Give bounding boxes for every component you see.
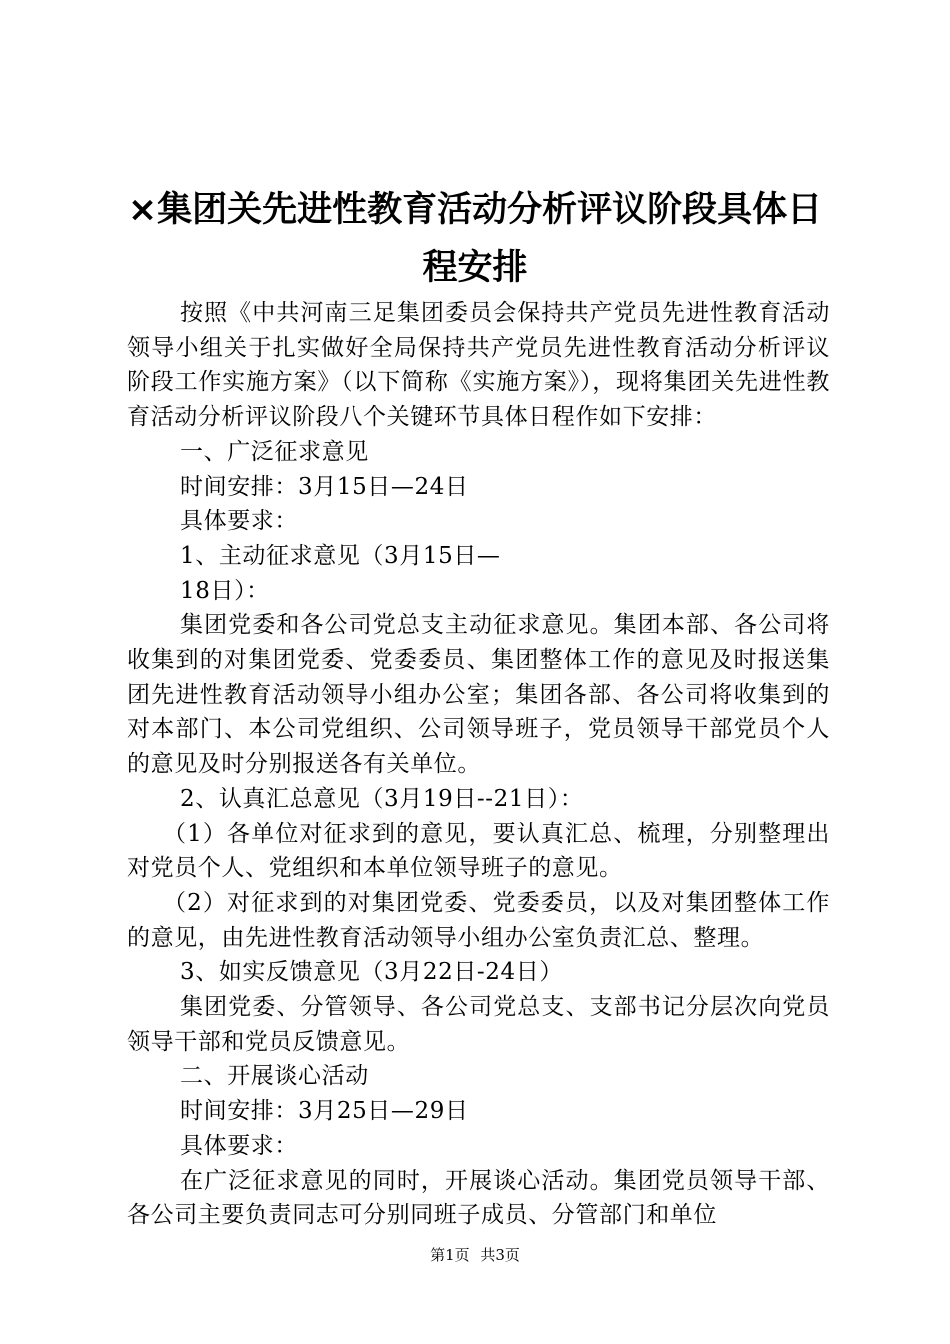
sub-item-2: （2）对征求到的对集团党委、党委委员，以及对集团整体工作的意见，由先进性教育活动领导小组办公室负责汇总、整理。 — [127, 889, 830, 951]
schedule-line-1: 时间安排：3月15日—24日 — [180, 473, 469, 500]
document-title-line-1: ×集团关先进性教育活动分析评议阶段具体日 — [127, 190, 823, 230]
item-heading-3: 3、如实反馈意见（3月22日-24日） — [180, 959, 563, 986]
requirements-label-1: 具体要求： — [180, 508, 298, 535]
section-heading-2: 二、开展谈心活动 — [180, 1063, 369, 1090]
item-heading-2: 2、认真汇总意见（3月19日--21日）： — [180, 785, 584, 812]
document-body — [127, 296, 830, 1233]
page-total: 共3页 — [480, 1246, 520, 1264]
body-paragraph: 集团党委、分管领导、各公司党总支、支部书记分层次向党员领导干部和党员反馈意见。 — [127, 994, 830, 1055]
requirements-label-2: 具体要求： — [180, 1132, 298, 1159]
body-paragraph: 集团党委和各公司党总支主动征求意见。集团本部、各公司将收集到的对集团党委、党委委员、集团整体工作的意见及时报送集团先进性教育活动领导小组办公室；集团各部、各公司将收集到的对本部门、本公司党组织、公司领导班子，党员领导干部党员个人的意见及时分别报送各有关单位。 — [127, 612, 830, 778]
intro-paragraph: 按照《中共河南三足集团委员会保持共产党员先进性教育活动领导小组关于扎实做好全局保持共产党员先进性教育活动分析评议阶段工作实施方案》（以下简称《实施方案》），现将集团关先进性教育活动分析评议阶段八个关键环节具体日程作如下安排： — [127, 300, 830, 431]
item-heading-1-continued: 18日）： — [180, 577, 270, 604]
section-heading-1: 一、广泛征求意见 — [180, 438, 369, 465]
sub-item-1: （1）各单位对征求到的意见，要认真汇总、梳理，分别整理出对党员个人、党组织和本单位领导班子的意见。 — [127, 820, 830, 882]
schedule-line-2: 时间安排：3月25日—29日 — [180, 1098, 469, 1125]
item-heading-1: 1、主动征求意见（3月15日— — [180, 542, 501, 569]
page-number: 第1页 — [430, 1246, 470, 1264]
body-paragraph: 在广泛征求意见的同时，开展谈心活动。集团党员领导干部、各公司主要负责同志可分别同班子成员、分管部门和单位 — [127, 1167, 830, 1229]
document-title-line-2: 程安排 — [422, 248, 528, 288]
page-footer — [0, 1245, 950, 1265]
